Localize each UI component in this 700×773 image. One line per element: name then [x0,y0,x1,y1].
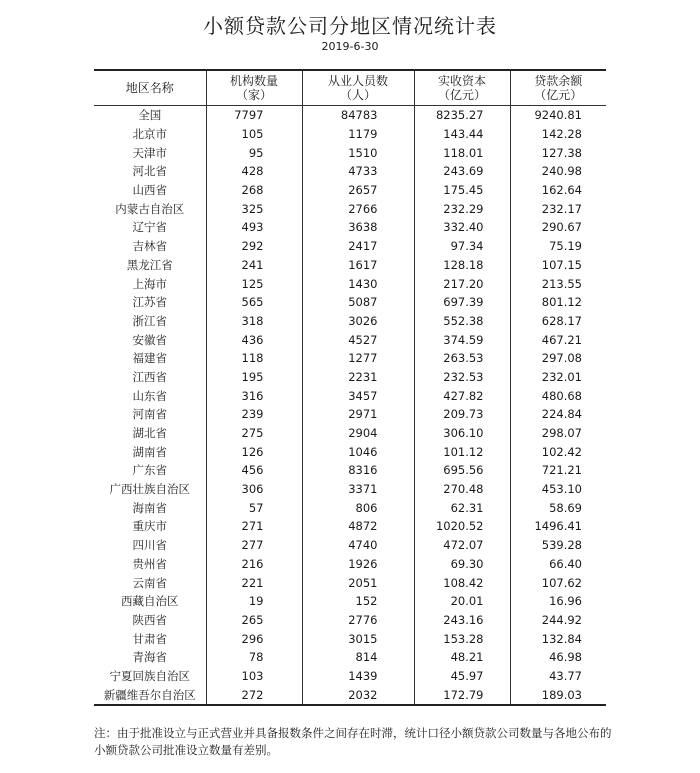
column-header-region [94,70,206,106]
table-row [94,386,606,405]
table-row [94,536,606,555]
table-row [94,181,606,200]
cell-region: 甘肃省 [132,631,167,646]
column-header-label: 从业人员数 [327,74,388,88]
cell-region: 福建省 [132,351,167,366]
cell-employees: 3638 [302,218,414,237]
cell-region: 西藏自治区 [121,594,179,609]
cell-paid-in-capital: 108.42 [414,573,510,592]
cell-employees: 3026 [302,312,414,331]
cell-paid-in-capital: 243.69 [414,162,510,181]
cell-institutions: 318 [206,312,302,331]
cell-loan-balance: 46.98 [510,648,606,667]
cell-paid-in-capital: 69.30 [414,555,510,574]
cell-loan-balance: 162.64 [510,181,606,200]
cell-employees: 2231 [302,368,414,387]
table-row [94,667,606,686]
cell-paid-in-capital: 243.16 [414,611,510,630]
table-row [94,349,606,368]
cell-paid-in-capital: 48.21 [414,648,510,667]
cell-employees: 2766 [302,199,414,218]
cell-employees: 1439 [302,667,414,686]
cell-loan-balance: 9240.81 [510,106,606,125]
cell-region: 全国 [138,108,162,123]
cell-employees: 1179 [302,125,414,144]
cell-employees: 1926 [302,555,414,574]
cell-region: 贵州省 [132,556,167,571]
cell-institutions: 103 [206,667,302,686]
table-row [94,162,606,181]
statistics-table [94,69,606,706]
cell-institutions: 19 [206,592,302,611]
cell-paid-in-capital: 695.56 [414,461,510,480]
cell-loan-balance: 480.68 [510,386,606,405]
cell-institutions: 57 [206,498,302,517]
cell-region: 云南省 [132,575,167,590]
column-header-unit: （亿元） [437,88,486,102]
cell-region: 山西省 [132,183,167,198]
cell-region: 湖北省 [132,426,167,441]
table-row [94,125,606,144]
cell-institutions: 241 [206,256,302,275]
cell-loan-balance: 244.92 [510,611,606,630]
cell-employees: 2971 [302,405,414,424]
cell-institutions: 125 [206,274,302,293]
cell-paid-in-capital: 427.82 [414,386,510,405]
cell-region: 安徽省 [132,332,167,347]
cell-loan-balance: 232.01 [510,368,606,387]
cell-institutions: 118 [206,349,302,368]
cell-loan-balance: 189.03 [510,685,606,705]
cell-institutions: 271 [206,517,302,536]
cell-employees: 2776 [302,611,414,630]
cell-employees: 4872 [302,517,414,536]
table-row [94,685,606,705]
cell-paid-in-capital: 153.28 [414,629,510,648]
table-row [94,256,606,275]
cell-paid-in-capital: 217.20 [414,274,510,293]
cell-region: 广东省 [132,463,167,478]
cell-paid-in-capital: 332.40 [414,218,510,237]
cell-region: 河北省 [132,164,167,179]
cell-loan-balance: 16.96 [510,592,606,611]
cell-employees: 2904 [302,424,414,443]
table-row [94,461,606,480]
cell-region: 浙江省 [132,313,167,328]
cell-loan-balance: 721.21 [510,461,606,480]
cell-paid-in-capital: 97.34 [414,237,510,256]
table-row [94,330,606,349]
cell-loan-balance: 107.62 [510,573,606,592]
cell-loan-balance: 75.19 [510,237,606,256]
table-row [94,498,606,517]
cell-institutions: 277 [206,536,302,555]
cell-institutions: 195 [206,368,302,387]
cell-region: 新疆维吾尔自治区 [103,687,196,702]
cell-paid-in-capital: 232.29 [414,199,510,218]
column-header-unit: （亿元） [534,88,583,102]
cell-employees: 2051 [302,573,414,592]
cell-loan-balance: 142.28 [510,125,606,144]
cell-employees: 1277 [302,349,414,368]
cell-loan-balance: 213.55 [510,274,606,293]
cell-region: 海南省 [132,500,167,515]
cell-loan-balance: 107.15 [510,256,606,275]
cell-institutions: 306 [206,480,302,499]
cell-region: 内蒙古自治区 [115,201,185,216]
cell-loan-balance: 43.77 [510,667,606,686]
report-date: 2019-6-30 [321,40,379,53]
table-row [94,611,606,630]
table-row [94,517,606,536]
column-header-institutions [206,70,302,106]
cell-employees: 814 [302,648,414,667]
cell-loan-balance: 58.69 [510,498,606,517]
cell-paid-in-capital: 270.48 [414,480,510,499]
cell-loan-balance: 240.98 [510,162,606,181]
cell-loan-balance: 132.84 [510,629,606,648]
cell-employees: 84783 [302,106,414,125]
cell-institutions: 95 [206,143,302,162]
cell-region: 黑龙江省 [126,257,173,272]
cell-institutions: 216 [206,555,302,574]
cell-paid-in-capital: 143.44 [414,125,510,144]
cell-institutions: 275 [206,424,302,443]
cell-loan-balance: 539.28 [510,536,606,555]
table-row [94,106,606,125]
column-header-label: 实收资本 [437,74,486,88]
cell-institutions: 316 [206,386,302,405]
cell-paid-in-capital: 374.59 [414,330,510,349]
column-header-loan-balance [510,70,606,106]
cell-institutions: 105 [206,125,302,144]
cell-employees: 2417 [302,237,414,256]
cell-paid-in-capital: 175.45 [414,181,510,200]
cell-institutions: 239 [206,405,302,424]
cell-loan-balance: 628.17 [510,312,606,331]
cell-employees: 8316 [302,461,414,480]
cell-institutions: 78 [206,648,302,667]
table-row [94,629,606,648]
table-row [94,592,606,611]
cell-institutions: 272 [206,685,302,705]
table-row [94,573,606,592]
cell-region: 辽宁省 [132,220,167,235]
cell-loan-balance: 298.07 [510,424,606,443]
cell-employees: 4740 [302,536,414,555]
cell-institutions: 325 [206,199,302,218]
cell-paid-in-capital: 8235.27 [414,106,510,125]
column-header-label: 机构数量 [229,74,278,88]
cell-loan-balance: 127.38 [510,143,606,162]
cell-employees: 3457 [302,386,414,405]
cell-region: 河南省 [132,407,167,422]
cell-paid-in-capital: 101.12 [414,442,510,461]
table-row [94,312,606,331]
cell-paid-in-capital: 472.07 [414,536,510,555]
cell-region: 上海市 [132,276,167,291]
cell-paid-in-capital: 263.53 [414,349,510,368]
cell-institutions: 268 [206,181,302,200]
table-row [94,442,606,461]
table-row [94,424,606,443]
cell-region: 四川省 [132,538,167,553]
cell-loan-balance: 467.21 [510,330,606,349]
cell-employees: 1430 [302,274,414,293]
cell-paid-in-capital: 118.01 [414,143,510,162]
page-title: 小额贷款公司分地区情况统计表 [203,14,497,38]
cell-region: 青海省 [132,650,167,665]
cell-institutions: 296 [206,629,302,648]
cell-loan-balance: 1496.41 [510,517,606,536]
cell-employees: 5087 [302,293,414,312]
cell-institutions: 493 [206,218,302,237]
table-row [94,218,606,237]
column-header-unit: （家） [235,88,272,102]
cell-institutions: 265 [206,611,302,630]
cell-employees: 2657 [302,181,414,200]
cell-employees: 152 [302,592,414,611]
table-row [94,648,606,667]
cell-paid-in-capital: 1020.52 [414,517,510,536]
cell-region: 山东省 [132,388,167,403]
cell-loan-balance: 453.10 [510,480,606,499]
cell-institutions: 221 [206,573,302,592]
cell-paid-in-capital: 552.38 [414,312,510,331]
cell-region: 陕西省 [132,612,167,627]
table-header-row [94,70,606,106]
cell-region: 北京市 [132,127,167,142]
cell-employees: 1510 [302,143,414,162]
cell-institutions: 456 [206,461,302,480]
cell-region: 宁夏回族自治区 [109,668,190,683]
table-row [94,199,606,218]
cell-paid-in-capital: 697.39 [414,293,510,312]
cell-institutions: 565 [206,293,302,312]
cell-region: 江西省 [132,369,167,384]
cell-employees: 2032 [302,685,414,705]
cell-employees: 1617 [302,256,414,275]
column-header-label: 地区名称 [125,81,174,95]
cell-employees: 4527 [302,330,414,349]
cell-loan-balance: 232.17 [510,199,606,218]
cell-institutions: 126 [206,442,302,461]
column-header-paid-in-capital [414,70,510,106]
cell-region: 湖南省 [132,444,167,459]
table-row [94,293,606,312]
cell-paid-in-capital: 232.53 [414,368,510,387]
cell-region: 重庆市 [132,519,167,534]
cell-loan-balance: 801.12 [510,293,606,312]
cell-region: 广西壮族自治区 [109,482,190,497]
cell-loan-balance: 224.84 [510,405,606,424]
cell-loan-balance: 290.67 [510,218,606,237]
cell-employees: 3015 [302,629,414,648]
cell-paid-in-capital: 45.97 [414,667,510,686]
cell-employees: 4733 [302,162,414,181]
cell-employees: 3371 [302,480,414,499]
column-header-label: 贷款余额 [534,74,583,88]
cell-paid-in-capital: 172.79 [414,685,510,705]
cell-region: 吉林省 [132,239,167,254]
cell-institutions: 7797 [206,106,302,125]
cell-institutions: 428 [206,162,302,181]
cell-paid-in-capital: 306.10 [414,424,510,443]
table-row [94,555,606,574]
cell-loan-balance: 66.40 [510,555,606,574]
cell-paid-in-capital: 128.18 [414,256,510,275]
cell-loan-balance: 297.08 [510,349,606,368]
cell-employees: 1046 [302,442,414,461]
cell-institutions: 292 [206,237,302,256]
footnote: 注：由于批准设立与正式营业并具备报数条件之间存在时滞，统计口径小额贷款公司数量与各地公布的小额贷款公司批准设立数量有差别。 [94,726,612,757]
cell-employees: 806 [302,498,414,517]
table-row [94,368,606,387]
cell-institutions: 436 [206,330,302,349]
cell-paid-in-capital: 209.73 [414,405,510,424]
column-header-employees [302,70,414,106]
cell-paid-in-capital: 20.01 [414,592,510,611]
cell-loan-balance: 102.42 [510,442,606,461]
table-row [94,237,606,256]
cell-region: 天津市 [132,145,167,160]
table-body [94,106,606,706]
table-row [94,274,606,293]
table-row [94,480,606,499]
column-header-unit: （人） [339,88,376,102]
cell-region: 江苏省 [132,295,167,310]
cell-paid-in-capital: 62.31 [414,498,510,517]
table-row [94,405,606,424]
table-row [94,143,606,162]
